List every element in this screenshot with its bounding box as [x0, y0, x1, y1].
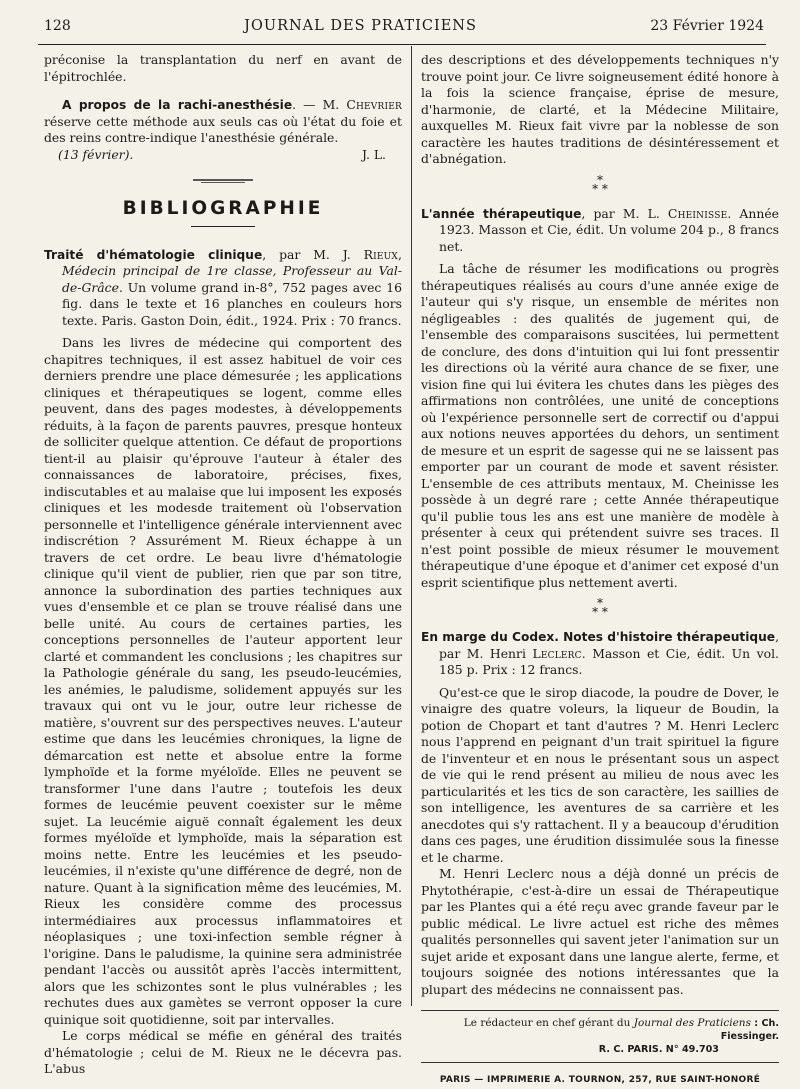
rachi-date: (13 février).	[58, 146, 134, 162]
divider-ornament-icon	[193, 177, 253, 183]
codex-details: . Masson et Cie, édit. Un vol. 185 p. Prix : 12 francs.	[439, 645, 779, 677]
traite-review-paragraph: Dans les livres de médecine qui comportent des chapitres techniques, il est assez habituel de voir ces derniers prendre une place démesurée ; les applications cliniques et thérapeutiques se logent, comme elles peuvent, dans des pages modestes, à développements réduits, à la façon de parents pauvres, presque honteux de solliciter quelque attention. Ce défaut de proportions tient-il au plaisir qu'éprouve l'auteur à étaler des connaissances de laboratoire, précises, fixes, indiscutables et au malaise que lui imposent les exposés cliniques et les modesde traitement où l'observation personnelle et l'intelligence générale interviennent avec indiscrétion ? Assurément M. Rieux échappe à un travers de cet ordre. Le beau livre d'hématologie clinique qu'il vient de publier, rien que par son titre, annonce la subordination des parties techniques aux vues d'ensemble et ce plan se trouve réalisé dans une belle unité. Au cours de certaines parties, les conceptions personnelles de l'auteur apportent leur clarté et commandent les conclusions ; les chapitres sur la Pathologie générale du sang, les pseudo-leucémies, les anémies, le paludisme, solidement appuyés sur les travaux qui ont vu le jour, outre leur richesse de matière, s'ouvrent sur des perspectives neuves. L'auteur estime que dans les leucémies chroniques, la ligne de démarcation est nette et absolue entre la forme lymphoïde et la forme myéloïde. Elles ne peuvent se transformer l'une dans l'autre ; toutefois les deux formes de leucémie peuvent coexister sur le même sujet. La leucémie aiguë connaît également les deux formes myéloïde et lymphoïde, mais la séparation est moins nette. Entre les leucémies et les pseudo-leucémies, il n'existe qu'une différence de degré, non de nature. Quant à la signification même des leucémies, M. Rieux les considère comme des processus intermédiaires aux processus inflammatoires et néoplasiques ; une toxi-infection semble régner à l'origine. Dans le paludisme, la quinine sera administrée pendant l'accès ou aussitôt après l'accès intermittent, alors que les schizontes sont le plus vulnérables ; les rechutes dues aux gamètes se verront opposer la cure quinique soit quotidienne, soit par intervalles.	[44, 335, 402, 1027]
page-header	[44, 18, 764, 42]
section-stars: * * *	[592, 172, 608, 196]
rachi-signature	[44, 147, 402, 164]
footer-rule-2	[421, 1062, 779, 1063]
registry-number: R. C. PARIS. N° 49.703	[598, 1044, 719, 1055]
header-rule	[38, 44, 766, 45]
author-rieux: Rieux	[363, 246, 399, 262]
footer-rule	[421, 1010, 779, 1011]
codex-title: En marge du Codex. Notes d'histoire thérapeutique	[421, 630, 776, 644]
ornamental-divider	[44, 177, 402, 183]
annee-details: . Année 1923. Masson et Cie, édit. Un volume 204 p., 8 francs net.	[439, 205, 779, 254]
rachi-note: A propos de la rachi-anesthésie. — M. Chevrier réserve cette méthode aux seuls cas où l'état du foie et des reins contre-indique l'anesthésie générale.	[44, 97, 402, 145]
issue-date: 23 Février 1924	[650, 18, 764, 34]
traite-reference: Traité d'hématologie clinique, par M. J. Rieux, Médecin principal de 1re classe, Professeur au Val-de-Grâce. Un volume grand in-8°, 752 pages avec 16 fig. dans le texte et 16 planches en couleurs hors texte. Paris. Gaston Doin, édit., 1924. Prix : 70 francs.	[44, 246, 402, 328]
continued-review: des descriptions et des développements techniques n'y trouve point jour. Ce livre soigneusement édité honore à la fois la science française, éprise de mesure, d'harmonie, de clarté, et la Médecine Militaire, auxquelles M. Rieux fait vivre par la noblesse de son caractère les hautes traditions de désintéressement et d'abnégation.	[421, 52, 779, 166]
rachi-initials: J. L.	[361, 146, 386, 162]
traite-review-paragraph-2: Le corps médical se méfie en général des traités d'hématologie ; celui de M. Rieux ne le décevra pas. L'abus	[44, 1028, 402, 1076]
author-role: Médecin principal de 1re classe, Professeur au Val-de-Grâce	[62, 263, 402, 295]
traite-title: Traité d'hématologie clinique	[44, 247, 263, 262]
author-chevrier: Chevrier	[346, 97, 402, 112]
author-leclerc: Leclerc	[532, 645, 582, 661]
annee-reference: L'année thérapeutique, par M. L. Cheinisse. Année 1923. Masson et Cie, édit. Un volume 204 p., 8 francs net.	[421, 205, 779, 254]
section-title-rule	[191, 226, 255, 227]
journal-title: JOURNAL DES PRATICIENS	[244, 18, 477, 34]
column-divider	[411, 46, 412, 1006]
page-number: 128	[44, 18, 71, 34]
continued-paragraph: préconise la transplantation du nerf en avant de l'épitrochlée.	[44, 52, 402, 84]
traite-details: . Un volume grand in-8°, 752 pages avec 16 fig. dans le texte et 16 planches en couleurs hors texte. Paris. Gaston Doin, édit., 1924. Prix : 70 francs.	[62, 279, 402, 328]
right-column	[421, 52, 779, 1089]
annee-title: L'année thérapeutique	[421, 206, 582, 221]
printer-imprint: PARIS — IMPRIMERIE A. TOURNON, 257, RUE SAINT-HONORÉ	[439, 1075, 761, 1085]
left-column	[44, 52, 402, 1078]
section-stars-2: * * *	[592, 596, 608, 619]
editor-line: Le rédacteur en chef gérant du Journal des Praticiens : Ch. Fiessinger.	[463, 1017, 779, 1042]
annee-review-paragraph: La tâche de résumer les modifications ou progrès thérapeutiques réalisés au cours d'une année exige de l'auteur qui s'y risque, un ensemble de mérites non négligeables : des qualités de jugement qui, de l'ensemble des comparaisons suscitées, lui permettent de conclure, des dons d'intuition qui lui font pressentir les directions où la vérité aura chance de se fixer, une vision fine qui lui évitera les chutes dans les pièges des affirmations non contrôlées, une unité de conceptions où l'expérience personnelle sert de correctif ou d'appui aux notions neuves apportées du dehors, un sentiment de mesure et un esprit de sagesse qui ne se laissent pas emporter par un courant de mode et savent résister. L'ensemble de ces attributs mentaux, M. Cheinisse les possède à un degré rare ; cette Année thérapeutique qu'il publie tous les ans est une manière de modèle à présenter à ceux qui prétendent suivre ses traces. Il n'est point possible de mieux résumer le mouvement thérapeutique d'une époque et d'animer cet exposé d'un esprit scientifique plus nettement averti.	[421, 261, 779, 590]
author-cheinisse: Cheinisse	[667, 205, 728, 221]
section-title-bibliographie: BIBLIOGRAPHIE	[122, 198, 324, 219]
codex-review-paragraph: Qu'est-ce que le sirop diacode, la poudre de Dover, le vinaigre des quatre voleurs, la liqueur de Boudin, la potion de Chopart et tant d'autres ? M. Henri Leclerc nous l'apprend en peignant d'un trait spirituel la figure de l'inventeur et en nous le présentant sous un aspect de vie qui le rend présent au milieu de nous avec les particularités et les tics de son caractère, les saillies de son intelligence, les aventures de sa carrière et les anecdotes qui s'y rattachent. Il y a beaucoup d'érudition dans ces pages, une érudition dissimulée sous la finesse et le charme.	[421, 684, 779, 865]
rachi-title: A propos de la rachi-anesthésie	[62, 98, 293, 112]
codex-reference: En marge du Codex. Notes d'histoire thérapeutique, par M. Henri Leclerc. Masson et Cie, édit. Un vol. 185 p. Prix : 12 francs.	[421, 629, 780, 677]
codex-review-paragraph-2: M. Henri Leclerc nous a déjà donné un précis de Phytothérapie, c'est-à-dire un essai de Thérapeutique par les Plantes qui a été reçu avec grande faveur par le public médical. Le livre actuel est riche des mêmes qualités personnelles qui savent jeter l'animation sur un sujet aride et exposant dans une langue alerte, ferme, et toujours soignée des notions intéressantes que la plupart des médecins ne connaissent pas.	[421, 866, 779, 997]
